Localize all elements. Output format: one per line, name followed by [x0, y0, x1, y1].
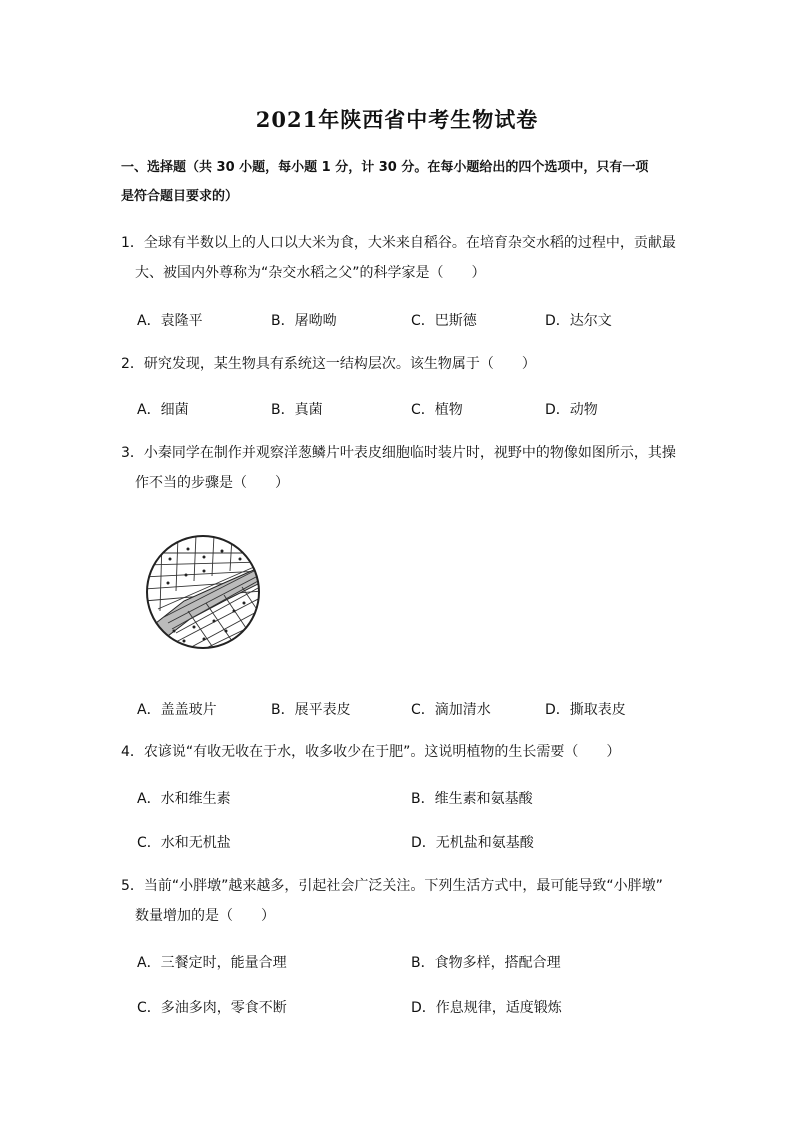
question-5	[121, 871, 681, 931]
q3-option-a: A．盖盖玻片	[137, 702, 217, 718]
question-3-line1: 3．小秦同学在制作并观察洋葱鳞片叶表皮细胞临时装片时，视野中的物像如图所示，其操	[121, 445, 676, 461]
q3-option-c: C．滴加清水	[411, 702, 491, 718]
question-2	[121, 349, 681, 379]
question-1	[121, 228, 681, 288]
q1-option-d: D．达尔文	[545, 313, 612, 329]
q3-option-b: B．展平表皮	[271, 702, 351, 718]
question-4-line1: 4．农谚说“有收无收在于水，收多收少在于肥”。这说明植物的生长需要（ ）	[121, 744, 621, 760]
q4-option-b: B．维生素和氨基酸	[411, 791, 533, 807]
q4-option-a: A．水和维生素	[137, 791, 231, 807]
section-heading	[121, 153, 681, 211]
section-heading-line2: 是符合题目要求的）	[121, 189, 239, 204]
onion-cell-microscope-diagram	[144, 531, 262, 653]
q1-option-a: A．袁隆平	[137, 313, 203, 329]
question-3	[121, 438, 681, 498]
q5-option-b: B．食物多样，搭配合理	[411, 955, 561, 971]
q2-option-d: D．动物	[545, 402, 598, 418]
q4-option-c: C．水和无机盐	[137, 835, 231, 851]
q5-option-d: D．作息规律，适度锻炼	[411, 1000, 562, 1016]
page-title: 2021年陕西省中考生物试卷	[255, 107, 539, 132]
question-1-line2: 大、被国内外尊称为“杂交水稻之父”的科学家是（ ）	[135, 265, 486, 281]
question-2-line1: 2．研究发现，某生物具有系统这一结构层次。该生物属于（ ）	[121, 356, 536, 372]
question-3-line2: 作不当的步骤是（ ）	[135, 475, 289, 491]
q5-option-a: A．三餐定时，能量合理	[137, 955, 287, 971]
q2-option-b: B．真菌	[271, 402, 323, 418]
question-5-line2: 数量增加的是（ ）	[135, 908, 275, 924]
question-4	[121, 737, 681, 767]
question-1-line1: 1．全球有半数以上的人口以大米为食，大米来自稻谷。在培育杂交水稻的过程中，贡献最	[121, 235, 676, 251]
question-5-line1: 5．当前“小胖墩”越来越多，引起社会广泛关注。下列生活方式中，最可能导致“小胖墩”	[121, 878, 663, 894]
section-heading-line1: 一、选择题（共 30 小题，每小题 1 分，计 30 分。在每小题给出的四个选项中，只有一项	[121, 160, 649, 175]
q2-option-c: C．植物	[411, 402, 463, 418]
q1-option-c: C．巴斯德	[411, 313, 477, 329]
q3-option-d: D．撕取表皮	[545, 702, 626, 718]
q1-option-b: B．屠呦呦	[271, 313, 337, 329]
q2-option-a: A．细菌	[137, 402, 189, 418]
q4-option-d: D．无机盐和氨基酸	[411, 835, 534, 851]
q5-option-c: C．多油多肉，零食不断	[137, 1000, 287, 1016]
